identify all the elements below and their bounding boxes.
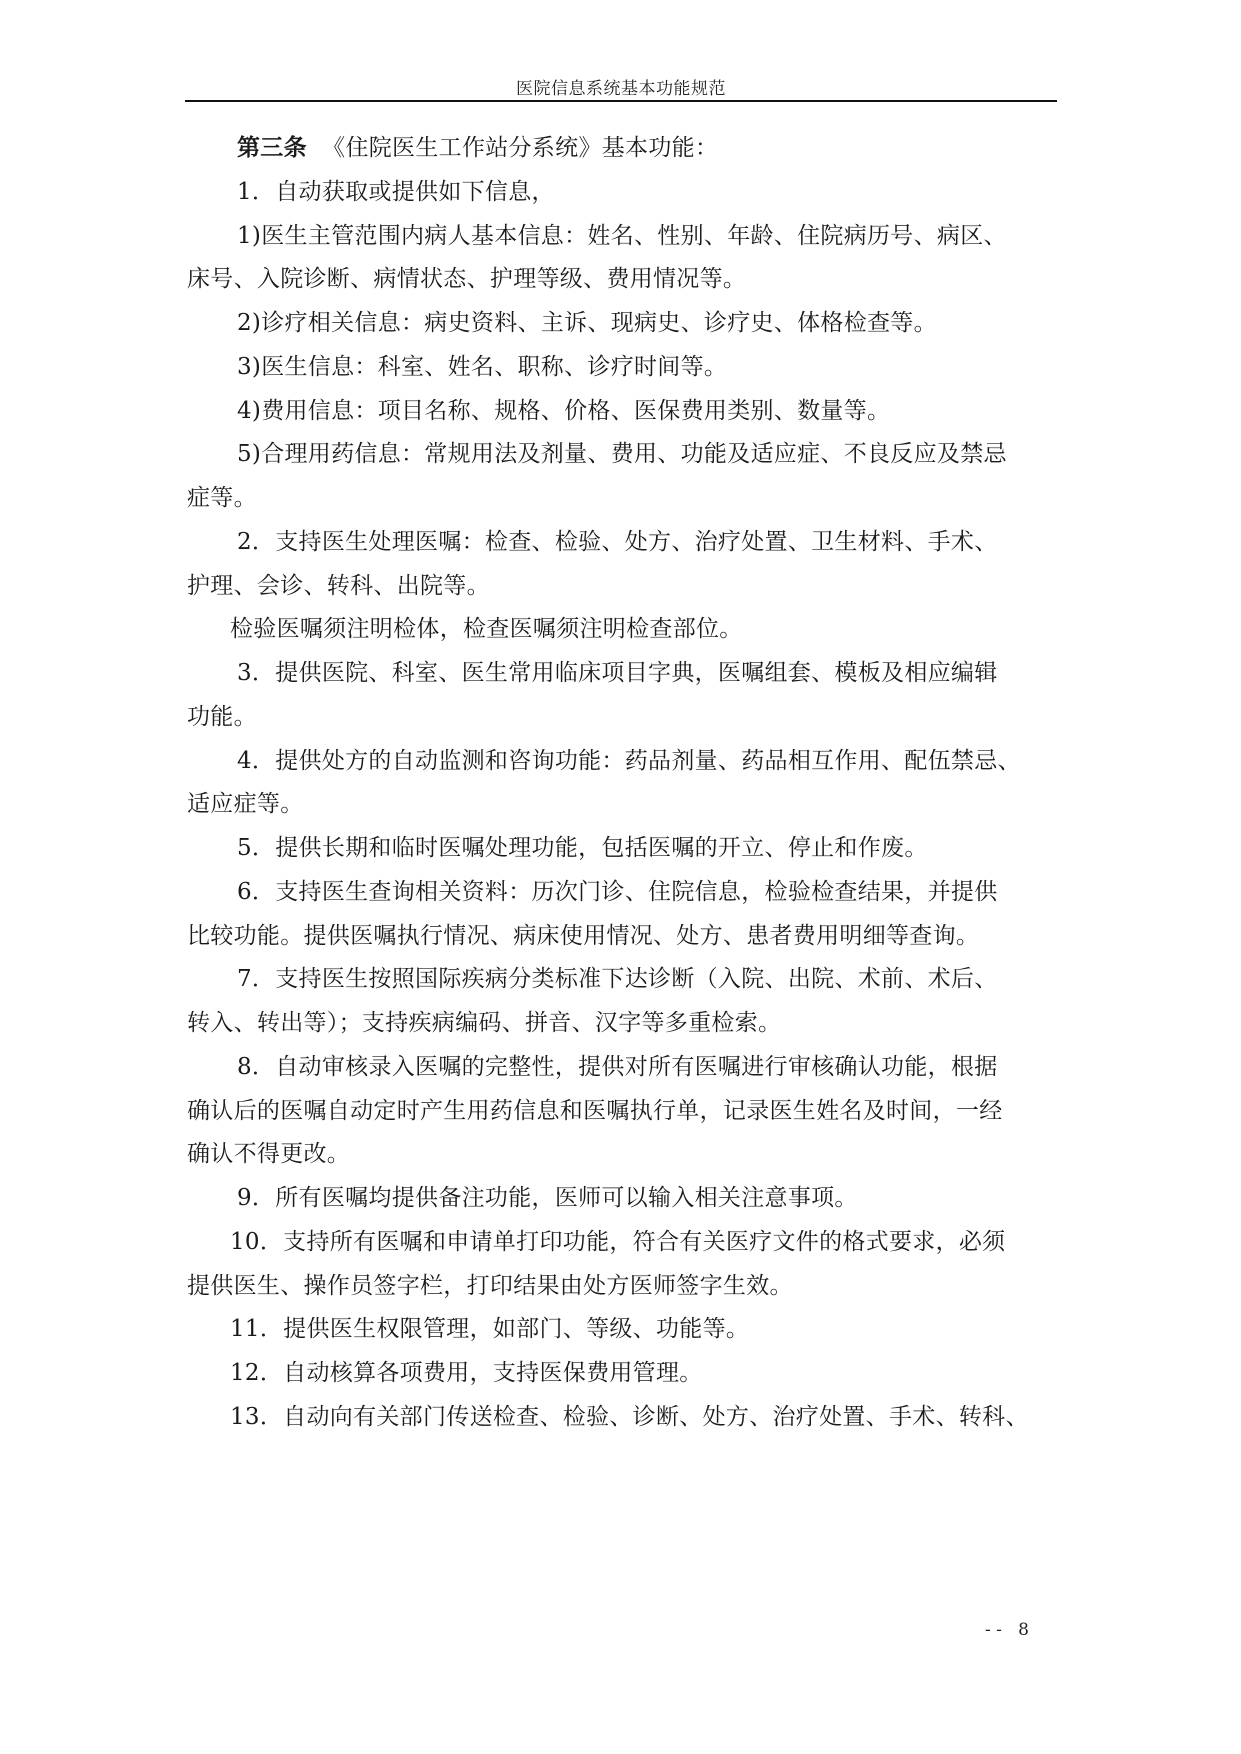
article-label: 第三条 — [237, 134, 307, 161]
paragraph-line: 功能。 — [187, 704, 257, 730]
paragraph-line: 适应症等。 — [187, 791, 304, 817]
paragraph-line: 11．提供医生权限管理，如部门、等级、功能等。 — [230, 1316, 750, 1342]
paragraph-line: 护理、会诊、转科、出院等。 — [187, 573, 490, 599]
paragraph-line: 4．提供处方的自动监测和咨询功能：药品剂量、药品相互作用、配伍禁忌、 — [237, 748, 1021, 774]
paragraph-line: 5)合理用药信息：常规用法及剂量、费用、功能及适应症、不良反应及禁忌 — [237, 441, 1007, 467]
paragraph-line: 检验医嘱须注明检体，检查医嘱须注明检查部位。 — [230, 616, 743, 642]
paragraph-line: 2)诊疗相关信息：病史资料、主诉、现病史、诊疗史、体格检查等。 — [237, 310, 937, 336]
paragraph-line: 床号、入院诊断、病情状态、护理等级、费用情况等。 — [187, 266, 747, 292]
paragraph-line: 5．提供长期和临时医嘱处理功能，包括医嘱的开立、停止和作废。 — [237, 835, 928, 861]
paragraph-line: 提供医生、操作员签字栏，打印结果由处方医师签字生效。 — [187, 1273, 793, 1299]
paragraph-line: 13．自动向有关部门传送检查、检验、诊断、处方、治疗处置、手术、转科、 — [230, 1404, 1029, 1430]
paragraph-line: 7．支持医生按照国际疾病分类标准下达诊断（入院、出院、术前、术后、 — [237, 966, 998, 992]
paragraph-line: 8．自动审核录入医嘱的完整性，提供对所有医嘱进行审核确认功能，根据 — [237, 1054, 998, 1080]
paragraph-line: 确认后的医嘱自动定时产生用药信息和医嘱执行单，记录医生姓名及时间，一经 — [187, 1098, 1003, 1124]
paragraph-line: 6．支持医生查询相关资料：历次门诊、住院信息，检验检查结果，并提供 — [237, 879, 998, 905]
paragraph-line: 3．提供医院、科室、医生常用临床项目字典，医嘱组套、模板及相应编辑 — [237, 660, 998, 686]
paragraph-line: 4)费用信息：项目名称、规格、价格、医保费用类别、数量等。 — [237, 398, 891, 424]
paragraph-line: 症等。 — [187, 485, 257, 511]
paragraph-line: 10．支持所有医嘱和申请单打印功能，符合有关医疗文件的格式要求，必须 — [230, 1229, 1006, 1255]
header-divider — [185, 100, 1057, 102]
page-header-title: 医院信息系统基本功能规范 — [516, 79, 726, 99]
paragraph-line: 9．所有医嘱均提供备注功能，医师可以输入相关注意事项。 — [237, 1185, 858, 1211]
paragraph-line: 3)医生信息：科室、姓名、职称、诊疗时间等。 — [237, 354, 728, 380]
paragraph-line: 1．自动获取或提供如下信息， — [237, 179, 555, 205]
page-number: - - 8 — [985, 1620, 1029, 1640]
article-title: 《住院医生工作站分系统》基本功能： — [322, 135, 719, 161]
article-heading — [237, 133, 718, 163]
paragraph-line: 比较功能。提供医嘱执行情况、病床使用情况、处方、患者费用明细等查询。 — [187, 923, 980, 949]
paragraph-line: 确认不得更改。 — [187, 1141, 351, 1167]
paragraph-line: 转入、转出等）；支持疾病编码、拼音、汉字等多重检索。 — [187, 1010, 782, 1036]
paragraph-line: 1)医生主管范围内病人基本信息：姓名、性别、年龄、住院病历号、病区、 — [237, 223, 1007, 249]
paragraph-line: 2．支持医生处理医嘱：检查、检验、处方、治疗处置、卫生材料、手术、 — [237, 529, 998, 555]
paragraph-line: 12．自动核算各项费用，支持医保费用管理。 — [230, 1360, 703, 1386]
